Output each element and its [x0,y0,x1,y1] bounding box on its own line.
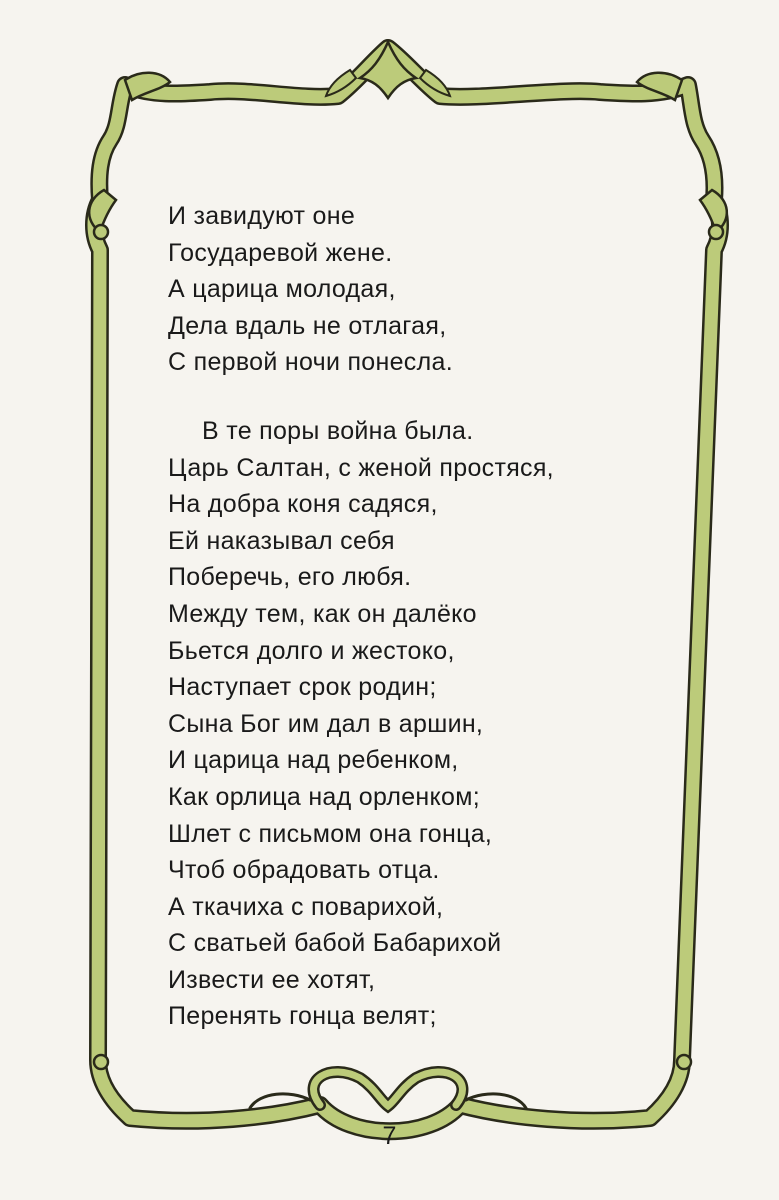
poem-line: С сватьей бабой Бабарихой [168,929,502,958]
poem-line: Бьется долго и жестоко, [168,636,455,665]
poem-line: Ей наказывал себя [168,526,395,555]
poem-line: Между тем, как он далёко [168,599,477,628]
poem-line: А ткачиха с поварихой, [168,892,444,921]
poem-line: С первой ночи понесла. [168,348,453,377]
poem-line: Чтоб обрадовать отца. [168,856,440,885]
poem-line: И завидуют оне [168,202,356,230]
poem-line: И царица над ребенком, [168,746,459,775]
poem-line: А царица молодая, [168,275,396,304]
poem-text [168,198,688,1035]
poem-line: Дела вдаль не отлагая, [168,311,447,340]
poem-line: Извести ее хотят, [168,965,376,994]
poem-line: Перенять гонца велят; [168,1002,437,1031]
poem-line: Как орлица над орленком; [168,782,480,811]
poem-line: На добра коня садяся, [168,490,438,519]
poem-line: Сына Бог им дал в аршин, [168,709,484,738]
poem-line: Поберечь, его любя. [168,563,412,592]
poem-line: Наступает срок родин; [168,673,437,702]
poem-line: В те поры война была. [202,416,474,445]
page-number: 7 [382,1122,397,1150]
poem-line: Шлет с письмом она гонца, [168,819,493,848]
poem-line: Государевой жене. [168,238,393,267]
poem-line: Царь Салтан, с женой простяся, [168,453,554,482]
